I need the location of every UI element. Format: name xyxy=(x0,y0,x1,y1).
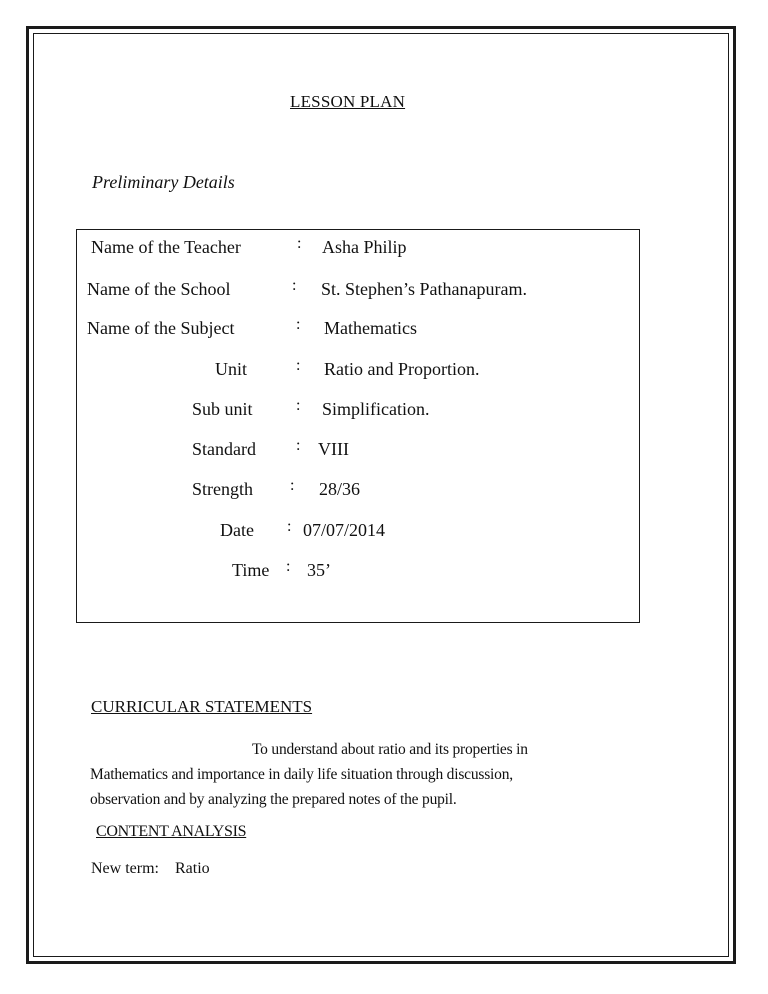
detail-label: Standard xyxy=(192,439,256,459)
detail-value: VIII xyxy=(318,439,349,459)
detail-label: Unit xyxy=(215,359,248,379)
detail-label: Date xyxy=(220,520,254,540)
new-term-label: New term: xyxy=(91,860,159,877)
detail-colon: : xyxy=(290,477,295,494)
curricular-statement-text xyxy=(90,737,650,812)
curricular-statements-heading: CURRICULAR STATEMENTS xyxy=(91,697,313,716)
detail-value: 28/36 xyxy=(319,479,361,499)
detail-value: St. Stephen’s Pathanapuram. xyxy=(321,279,527,299)
detail-label: Name of the Teacher xyxy=(91,237,241,257)
new-term-line xyxy=(91,860,210,878)
curricular-line-3: observation and by analyzing the prepared notes of the pupil. xyxy=(90,791,457,808)
preliminary-details-heading: Preliminary Details xyxy=(92,172,235,192)
detail-colon: : xyxy=(296,357,301,374)
detail-value: Ratio and Proportion. xyxy=(324,359,480,379)
detail-colon: : xyxy=(297,235,302,252)
content-analysis-heading: CONTENT ANALYSIS xyxy=(96,823,247,840)
detail-label: Strength xyxy=(192,479,253,499)
detail-colon: : xyxy=(286,558,291,575)
detail-value: 35’ xyxy=(307,560,331,580)
detail-colon: : xyxy=(296,437,301,454)
page-title: LESSON PLAN xyxy=(290,92,406,111)
detail-label: Time xyxy=(232,560,270,580)
detail-value: Simplification. xyxy=(322,399,430,419)
detail-label: Sub unit xyxy=(192,399,253,419)
curricular-line-2: Mathematics and importance in daily life situation through discussion, xyxy=(90,766,513,783)
detail-value: 07/07/2014 xyxy=(303,520,386,540)
detail-label: Name of the School xyxy=(87,279,231,299)
detail-colon: : xyxy=(287,518,292,535)
detail-value: Mathematics xyxy=(324,318,417,338)
new-term-value: Ratio xyxy=(174,860,210,877)
detail-colon: : xyxy=(296,397,301,414)
detail-label: Name of the Subject xyxy=(87,318,235,338)
detail-colon: : xyxy=(296,316,301,333)
curricular-line-1: To understand about ratio and its properties in xyxy=(252,741,528,758)
detail-value: Asha Philip xyxy=(322,237,407,257)
detail-colon: : xyxy=(292,277,297,294)
